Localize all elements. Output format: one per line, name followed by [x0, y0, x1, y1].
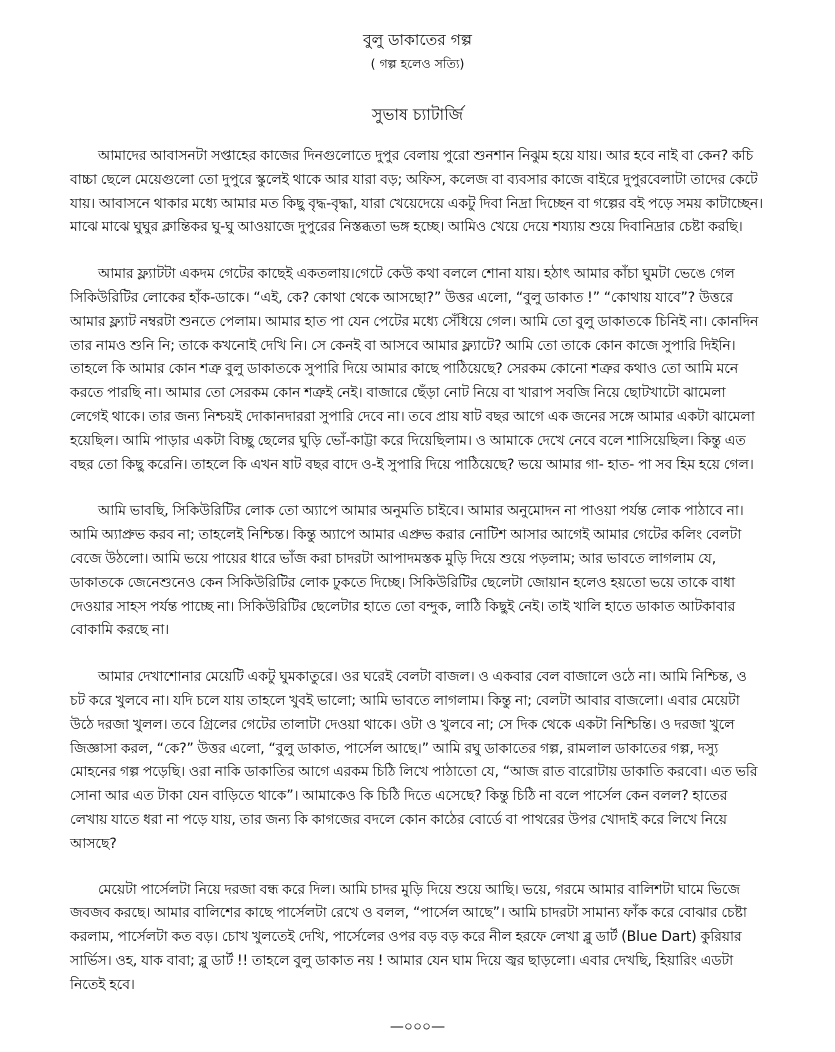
- paragraph-3: আমি ভাবছি, সিকিউরিটির লোক তো অ্যাপে আমার অনুমতি চাইবে। আমার অনুমোদন না পাওয়া পর্যন্ত লোক পাঠাবে না। আমি অ্যাপ্রুভ করব না; তাহলেই নিশ্চিন্ত। কিন্তু অ্যাপে আমার এপ্রুভ করার নোটিশ আসার আগেই আমার গেটের কলিং বেলটা বেজে উঠলো। আমি ভয়ে পায়ের ধারে ভাঁজ করা চাদরটা আপাদমস্তক মুড়ি দিয়ে শুয়ে পড়লাম; আর ভাবতে লাগলাম যে, ডাকাতকে জেনেশুনেও কেন সিকিউরিটির লোক ঢুকতে দিচ্ছে। সিকিউরিটির ছেলেটা জোয়ান হলেও হয়তো ভয়ে তাকে বাধা দেওয়ার সাহস পর্যন্ত পাচ্ছে না। সিকিউরিটির ছেলেটার হাতে তো বন্দুক, লাঠি কিছুই নেই। তাই খালি হাতে ডাকাত আটকাবার বোকামি করছে না।: [70, 503, 744, 639]
- document-page: [0, 28, 835, 1052]
- end-mark: —০০০—: [389, 1018, 446, 1035]
- story-title: বুলু ডাকাতের গল্প: [363, 31, 472, 49]
- paragraph-1: আমাদের আবাসনটা সপ্তাহের কাজের দিনগুলোতে দুপুর বেলায় পুরো শুনশান নিঝুম হয়ে যায়। আর হবে নাই বা কেন? কচি বাচ্চা ছেলে মেয়েগুলো তো দুপুরে স্কুলেই থাকে আর যারা বড়; অফিস, কলেজ বা ব্যবসার কাজে বাইরে দুপুরবেলাটা তাদের কেটে যায়। আবাসনে থাকার মধ্যে আমার মত কিছু বৃদ্ধ-বৃদ্ধা, যারা খেয়েদেয়ে একটু দিবা নিদ্রা দিচ্ছেন বা গল্পের বই পড়ে সময় কাটাচ্ছেন। মাঝে মাঝে ঘুঘুর ক্লান্তিকর ঘু-ঘু আওয়াজে দুপুরের নিস্তব্ধতা ভঙ্গ হচ্ছে। আমিও খেয়ে দেয়ে শয্যায় শুয়ে দিবানিদ্রার চেষ্টা করছি।: [70, 148, 764, 236]
- paragraph-5: মেয়েটা পার্সেলটা নিয়ে দরজা বন্ধ করে দিল। আমি চাদর মুড়ি দিয়ে শুয়ে আছি। ভয়ে, গরমে আমার বালিশটা ঘামে ভিজে জবজব করছে। আমার বালিশের কাছে পার্সেলটা রেখে ও বলল, “পার্সেল আছে”। আমি চাদরটা সামান্য ফাঁক করে বোঝার চেষ্টা করলাম, পার্সেলটা কত বড়। চোখ খুলতেই দেখি, পার্সেলের ওপর বড় বড় করে নীল হরফে লেখা ব্লু ডার্ট (Blue Dart) কুরিয়ার সার্ভিস। ওহ, যাক বাবা; ব্লু ডার্ট !! তাহলে বুলু ডাকাত নয় ! আমার যেন ঘাম দিয়ে জ্বর ছাড়লো। এবার দেখছি, হিয়ারিং এডটা নিতেই হবে।: [70, 881, 747, 993]
- story-subtitle: ( গল্প হলেও সত্যি): [370, 56, 465, 71]
- paragraph-4: আমার দেখাশোনার মেয়েটি একটু ঘুমকাতুরে। ওর ঘরেই বেলটা বাজল। ও একবার বেল বাজালে ওঠে না। আমি নিশ্চিন্ত, ও চট করে খুলবে না। যদি চলে যায় তাহলে খুবই ভালো; আমি ভাবতে লাগলাম। কিন্তু না; বেলটা আবার বাজলো। এবার মেয়েটা উঠে দরজা খুলল। তবে গ্রিলের গেটের তালাটা দেওয়া থাকে। ওটা ও খুলবে না; সে দিক থেকে একটা নিশ্চিন্তি। ও দরজা খুলে জিজ্ঞাসা করল, “কে?” উত্তর এলো, “বুলু ডাকাত, পার্সেল আছে।” আমি রঘু ডাকাতের গল্প, রামলাল ডাকাতের গল্প, দস্যু মোহনের গল্প পড়েছি। ওরা নাকি ডাকাতির আগে এরকম চিঠি লিখে পাঠাতো যে, “আজ রাত বারোটায় ডাকাতি করবো। এত ভরি সোনা আর এত টাকা যেন বাড়িতে থাকে”। আমাকেও কি চিঠি দিতে এসেছে? কিন্তু চিঠি না বলে পার্সেল কেন বলল? হাতের লেখায় যাতে ধরা না পড়ে যায়, তার জন্য কি কাগজের বদলে কোন কাঠের বোর্ডে বা পাথরের উপর খোদাই করে লিখে নিয়ে আসছে?: [70, 669, 758, 852]
- author-name: সুভাষ চ্যাটার্জি: [371, 105, 464, 124]
- paragraph-2: আমার ফ্ল্যাটটা একদম গেটের কাছেই একতলায়।গেটে কেউ কথা বললে শোনা যায়। হঠাৎ আমার কাঁচা ঘুমটা ভেঙে গেল সিকিউরিটির লোকের হাঁক-ডাকে। “এই, কে? কোথা থেকে আসছো?” উত্তর এলো, “বুলু ডাকাত !” “কোথায় যাবে”? উত্তরে আমার ফ্ল্যাট নম্বরটা শুনতে পেলাম। আমার হাত পা যেন পেটের মধ্যে সেঁধিয়ে গেল। আমি তো বুলু ডাকাতকে চিনিই না। কোনদিন তার নামও শুনি নি; তাকে কখনোই দেখি নি। সে কেনই বা আসবে আমার ফ্ল্যাটে? আমি তো তাকে কোন কাজে সুপারি দিইনি। তাহলে কি আমার কোন শত্রু বুলু ডাকাতকে সুপারি দিয়ে আমার কাছে পাঠিয়েছে? সেরকম কোনো শত্রুর কথাও তো আমি মনে করতে পারছি না। আমার তো সেরকম কোন শত্রুই নেই। বাজারে ছেঁড়া নোট নিয়ে বা খারাপ সবজি নিয়ে ছোটখাটো ঝামেলা লেগেই থাকে। তার জন্য নিশ্চয়ই দোকানদাররা সুপারি দেবে না। তবে প্রায় ষাট বছর আগে এক জনের সঙ্গে আমার একটা ঝামেলা হয়েছিল। আমি পাড়ার একটা বিচ্ছু ছেলের ঘুড়ি ভোঁ-কাট্টা করে দিয়েছিলাম। ও আমাকে দেখে নেবে বলে শাসিয়েছিল। কিন্তু এত বছর তো কিছু করেনি। তাহলে কি এখন ষাট বছর বাদে ও-ই সুপারি দিয়ে পাঠিয়েছে? ভয়ে আমার গা- হাত- পা সব হিম হয়ে গেল।: [70, 266, 759, 473]
